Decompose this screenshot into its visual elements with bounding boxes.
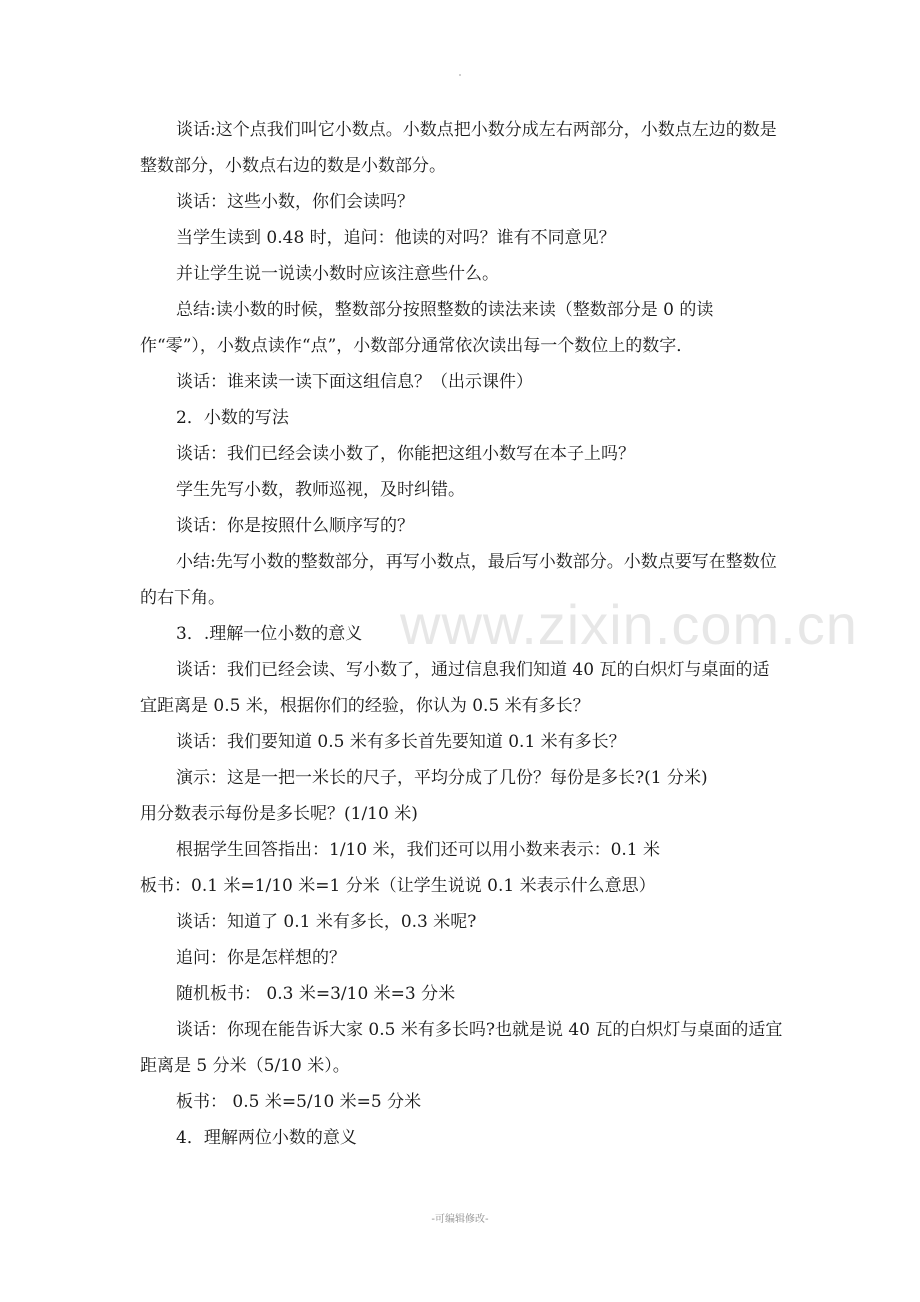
- section-heading: 3．.理解一位小数的意义: [176, 624, 363, 644]
- paragraph: 总结:读小数的时候，整数部分按照整数的读法来读（整数部分是 0 的读作“零”），小数点读作“点”，小数部分通常依次读出每一个数位上的数字．: [140, 300, 714, 356]
- paragraph: 并让学生说一说读小数时应该注意些什么。: [176, 264, 499, 284]
- paragraph: 追问：你是怎样想的？: [176, 948, 346, 968]
- header-dot: [459, 74, 461, 76]
- paragraph: 演示：这是一把一米长的尺子，平均分成了几份？每份是多长?(1 分米): [176, 768, 708, 788]
- page-footer: -可编辑修改-: [431, 1214, 489, 1225]
- paragraph: 谈话：我们已经会读小数了，你能把这组小数写在本子上吗？: [176, 444, 635, 464]
- paragraph: 谈话：你是按照什么顺序写的？: [176, 516, 414, 536]
- paragraph: 谈话：我们已经会读、写小数了，通过信息我们知道 40 瓦的白炽灯与桌面的适宜距离是 0.5 米，根据你们的经验，你认为 0.5 米有多长？: [140, 660, 770, 716]
- paragraph: 当学生读到 0.48 时，追问：他读的对吗？谁有不同意见？: [176, 228, 616, 248]
- paragraph: 学生先写小数，教师巡视，及时纠错。: [176, 480, 465, 500]
- paragraph: 谈话：这些小数，你们会读吗？: [176, 192, 414, 212]
- paragraph: 小结:先写小数的整数部分，再写小数点，最后写小数部分。小数点要写在整数位的右下角。: [140, 552, 777, 608]
- section-heading: 4．理解两位小数的意义: [176, 1128, 357, 1148]
- section-heading: 2．小数的写法: [176, 408, 289, 428]
- paragraph: 板书： 0.5 米=5/10 米=5 分米: [176, 1092, 422, 1112]
- paragraph: 谈话：我们要知道 0.5 米有多长首先要知道 0.1 米有多长？: [176, 732, 626, 752]
- watermark-text: www.zixin.com.cn: [400, 593, 858, 656]
- paragraph: 根据学生回答指出：1/10 米，我们还可以用小数来表示：0.1 米: [176, 840, 661, 860]
- paragraph: 谈话：你现在能告诉大家 0.5 米有多长吗?也就是说 40 瓦的白炽灯与桌面的适宜距离是 5 分米（5/10 米）。: [140, 1020, 783, 1076]
- paragraph: 板书：0.1 米=1/10 米=1 分米（让学生说说 0.1 米表示什么意思）: [140, 876, 656, 896]
- paragraph: 用分数表示每份是多长呢？(1/10 米): [140, 804, 418, 824]
- paragraph: 随机板书： 0.3 米=3/10 米=3 分米: [176, 984, 456, 1004]
- paragraph: 谈话：知道了 0.1 米有多长，0.3 米呢?: [176, 912, 477, 932]
- paragraph: 谈话：谁来读一读下面这组信息？（出示课件）: [176, 372, 533, 392]
- paragraph: 谈话:这个点我们叫它小数点。小数点把小数分成左右两部分，小数点左边的数是整数部分，小数点右边的数是小数部分。: [140, 120, 777, 176]
